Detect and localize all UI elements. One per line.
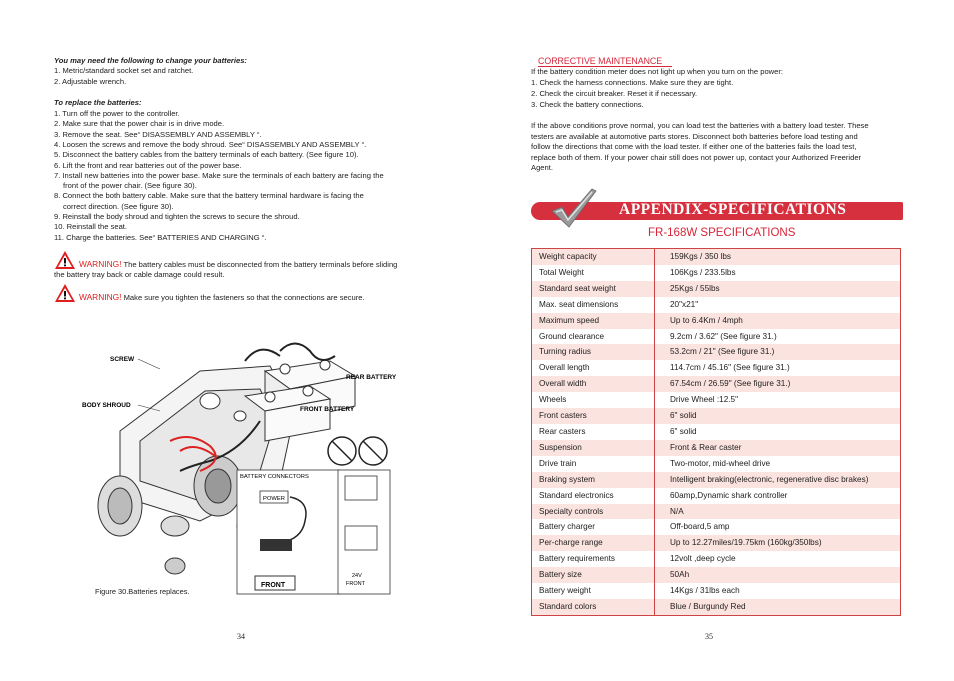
spec-value: 106Kgs / 233.5lbs [670,267,736,277]
spec-label: Overall length [532,360,655,376]
figure-label-voltage: 24V [352,573,362,579]
paragraph-line: Agent. [531,163,553,172]
spec-value: Up to 12.27miles/19.75km (160kg/350lbs) [655,535,901,551]
step-item: front of the power chair. (See figure 30). [63,181,197,191]
step-item: 5. Disconnect the battery cables from the battery terminals of each battery. (See figure 10). [54,150,359,160]
figure-label-battery-connectors: BATTERY CONNECTORS [240,474,309,480]
spec-row [532,519,901,535]
spec-label: Battery charger [532,519,655,535]
figure-label-front-battery: FRONT BATTERY [300,406,355,413]
figure-label-body-shroud: BODY SHROUD [82,402,131,409]
page-number-left: 34 [237,632,245,641]
spec-label: Specialty controls [532,504,655,520]
spec-value: 20"x21" [670,299,699,309]
spec-row [532,424,901,440]
step-item: 10. Reinstall the seat. [54,222,128,232]
step-item: 3. Remove the seat. See“ DISASSEMBLY AND ASSEMBLY “. [54,129,262,139]
spec-value: 67.54cm / 26.59" (See figure 31.) [655,376,901,392]
tool-item: 2. Adjustable wrench. [54,77,127,86]
warning-1-label: WARNING! [79,259,122,269]
figure-label-power: POWER [263,496,285,502]
spec-value: Blue / Burgundy Red [655,599,901,615]
corrective-line: If the battery condition meter does not light up when you turn on the power: [531,67,784,76]
spec-value: 53.2cm / 21" (See figure 31.) [655,344,901,360]
replace-heading: To replace the batteries: [54,98,142,107]
step-item: 1. Turn off the power to the controller. [54,109,180,118]
spec-label: Overall width [532,376,655,392]
spec-label: Turning radius [532,344,655,360]
warning-2-text: Make sure you tighten the fasteners so that the connections are secure. [121,293,365,302]
spec-row [532,376,901,392]
spec-table [531,248,901,616]
figure-label-front: FRONT [261,582,286,589]
spec-label: Wheels [532,392,655,408]
step-item: 7. Install new batteries into the power base. Make sure the terminals of each battery are facing the [54,170,384,180]
spec-title: FR-168W SPECIFICATIONS [648,227,796,239]
spec-row [532,360,901,376]
spec-label: Per-charge range [532,535,655,551]
paragraph-line: testers are available at automotive parts stores. Disconnect both batteries before load testing and [531,131,858,141]
spec-row [532,472,901,488]
spec-value: Front & Rear caster [655,440,901,456]
step-item: 6. Lift the front and rear batteries out of the power base. [54,160,242,170]
spec-row [532,281,901,297]
spec-label: Battery size [532,567,655,583]
spec-row [532,440,901,456]
spec-row [532,265,901,281]
spec-value: 159Kgs / 350 lbs [655,249,901,265]
corrective-line: 1. Check the harness connections. Make sure they are tight. [531,78,734,87]
spec-label: Drive train [532,456,655,472]
checkmark-icon [548,185,598,229]
spec-row [532,583,901,599]
spec-row [532,504,901,520]
spec-row [532,344,901,360]
spec-value: 114.7cm / 45.16" (See figure 31.) [670,363,790,373]
warning-icon [54,283,76,303]
tool-item: 1. Metric/standard socket set and ratchet. [54,66,194,75]
spec-label: Standard electronics [532,488,655,504]
warning-2 [79,292,365,303]
spec-row [532,297,901,313]
figure-label-front-small: FRONT [346,581,365,587]
spec-value: Two-motor, mid-wheel drive [670,458,771,468]
step-item: correct direction. (See figure 30). [63,201,174,211]
spec-value: 9.2cm / 3.62" (See figure 31.) [670,331,777,341]
warning-icon [54,250,76,270]
spec-value: 6" solid [655,408,901,424]
spec-value: Up to 6.4Km / 4mph [655,313,901,329]
warning-1-text-cont: the battery tray back or cable damage could result. [54,270,225,279]
spec-label: Standard colors [532,599,655,615]
spec-value: Off-board,5 amp [670,522,730,532]
corrective-line: 3. Check the battery connections. [531,100,644,109]
spec-value: 60amp,Dynamic shark controller [670,490,788,500]
figure-label-rear-battery: REAR BATTERY [346,374,397,381]
page-number-right: 35 [705,632,713,641]
corrective-maintenance-title: CORRECTIVE MAINTENANCE [538,56,672,67]
spec-label: Braking system [532,472,655,488]
spec-value: Drive Wheel :12.5" [670,395,738,405]
spec-value: 14Kgs / 31lbs each [670,586,740,596]
spec-row [532,551,901,567]
spec-value: 6" solid [670,426,697,436]
paragraph-line: replace both of them. If your power chair still does not power up, contact your Authorized Freerider [531,152,862,162]
step-item: 8. Connect the both battery cable. Make sure that the battery terminal hardware is facing the [54,191,364,201]
spec-value: 12volt ,deep cycle [670,554,736,564]
spec-value: 25Kgs / 55lbs [655,281,901,297]
spec-row [532,599,901,615]
paragraph-line: If the above conditions prove normal, you can load test the batteries with a battery load tester. These [531,121,869,130]
warning-1-text: The battery cables must be disconnected from the battery terminals before sliding [121,260,398,269]
spec-row [532,392,901,408]
figure-caption: Figure 30.Batteries replaces. [95,587,190,596]
spec-value: 50Ah [655,567,901,583]
figure-label-screw: SCREW [110,356,135,363]
spec-label: Max. seat dimensions [532,297,655,313]
spec-value: N/A [655,504,901,520]
spec-label: Weight capacity [532,249,655,265]
spec-label: Suspension [532,440,655,456]
spec-label: Battery weight [532,583,655,599]
spec-value: Intelligent braking(electronic, regenerative disc brakes) [655,472,901,488]
warning-1 [79,259,397,270]
spec-label: Ground clearance [532,329,655,345]
spec-label: Rear casters [532,424,655,440]
spec-row [532,456,901,472]
step-item: 4. Loosen the screws and remove the body shroud. See“ DISASSEMBLY AND ASSEMBLY “. [54,139,367,149]
spec-label: Total Weight [532,265,655,281]
warning-2-label: WARNING! [79,292,122,302]
spec-row [532,408,901,424]
spec-label: Standard seat weight [532,281,655,297]
step-item: 2. Make sure that the power chair is in drive mode. [54,119,225,129]
banner-title: APPENDIX-SPECIFICATIONS [619,201,847,218]
paragraph-line: follow the directions that come with the load tester. If either one of the batteries fails the load test, [531,142,857,151]
spec-label: Maximum speed [532,313,655,329]
corrective-line: 2. Check the circuit breaker. Reset it if necessary. [531,89,698,98]
spec-row [532,567,901,583]
battery-replacement-figure [80,311,430,601]
spec-row [532,313,901,329]
step-item: 11. Charge the batteries. See“ BATTERIES AND CHARGING “. [54,232,267,242]
spec-row [532,488,901,504]
spec-row [532,329,901,345]
spec-row [532,535,901,551]
spec-label: Front casters [532,408,655,424]
step-item: 9. Reinstall the body shroud and tighten the screws to secure the shroud. [54,212,300,221]
spec-row [532,249,901,265]
tools-heading: You may need the following to change your batteries: [54,56,247,65]
spec-label: Battery requirements [532,551,655,567]
